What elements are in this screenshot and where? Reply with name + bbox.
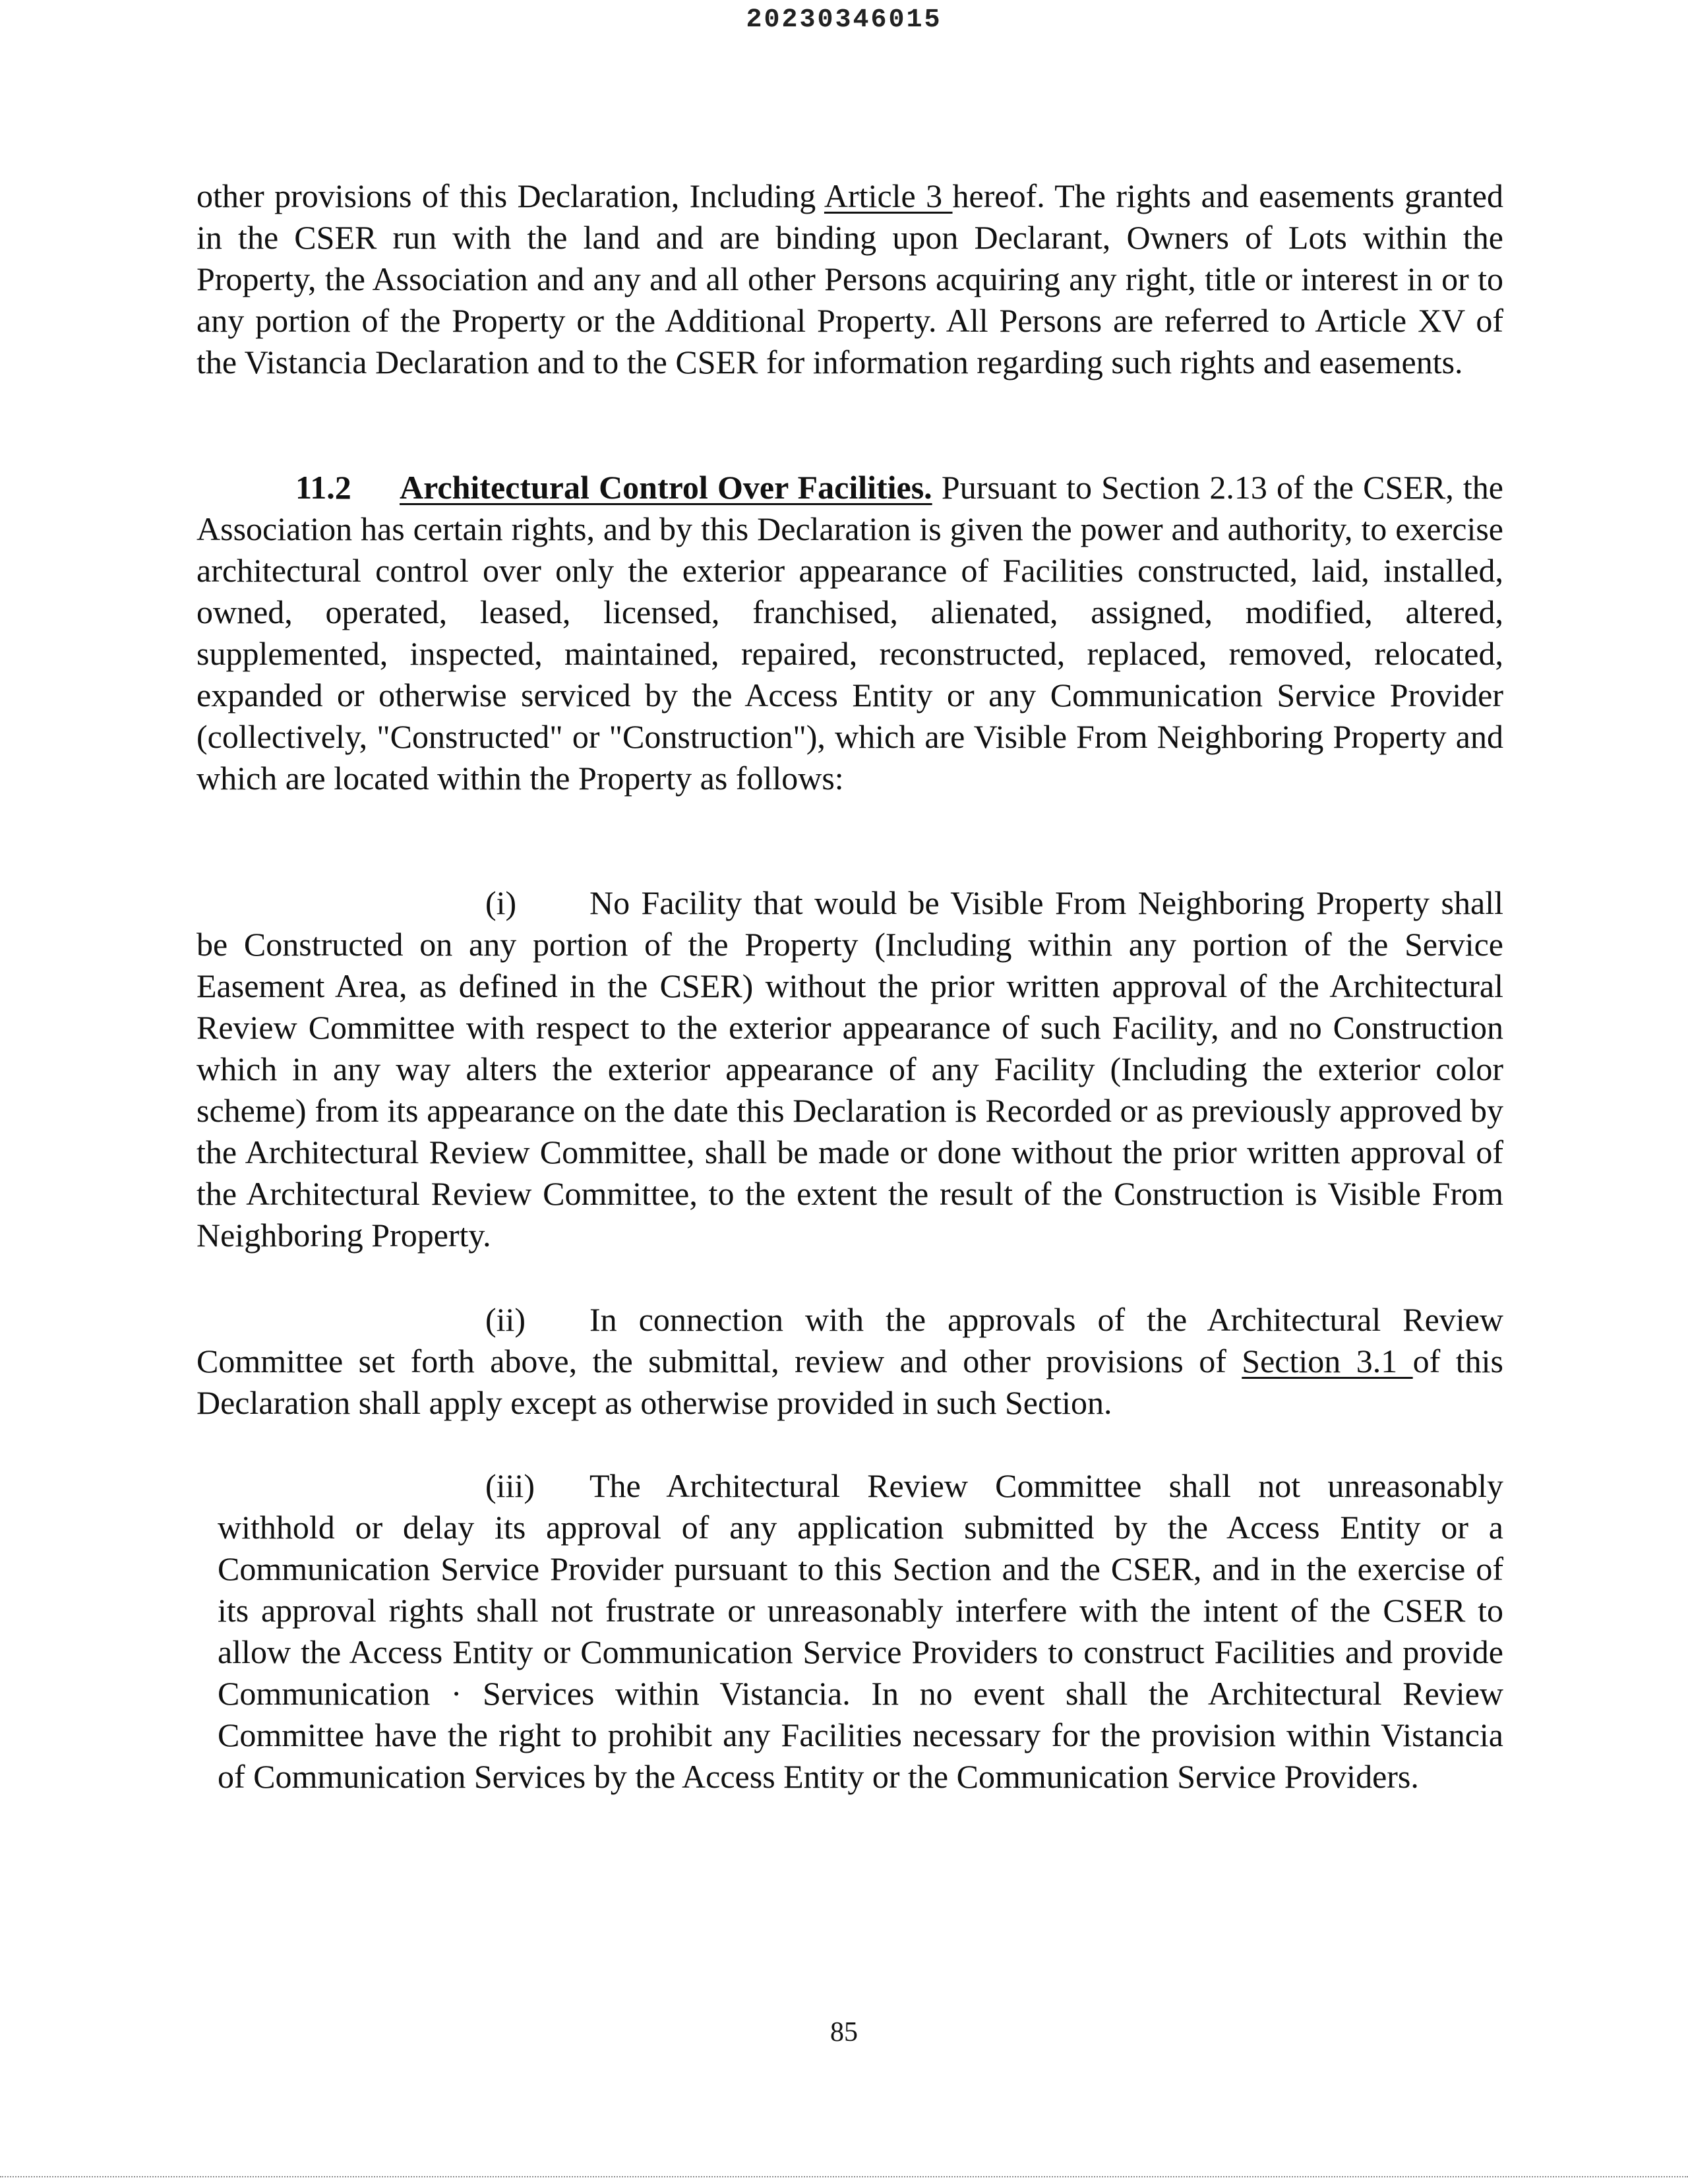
item-iii bbox=[218, 1465, 1503, 1798]
section-11-2 bbox=[196, 467, 1503, 799]
scan-edge-rule bbox=[0, 2176, 1688, 2177]
item-text: In connection with the approvals of the Architectural Review Committee set forth above, the submittal, review and other provisions of bbox=[196, 1301, 1503, 1380]
item-text: The Architectural Review Committee shall not unreasonably withhold or delay its approval of any application submitted by the Access Entity or a Communication Service Provider pursuant to this Section and the CSER, and in the exercise of its approval rights shall not frustrate or unreasonably interfere with the intent of the CSER to allow the Access Entity or Communication Service Providers to construct Facilities and provide Communication · Services within Vistancia. In no event shall the Architectural Review Committee have the right to prohibit any Facilities necessary for the provision within Vistancia of Communication Services by the Access Entity or the Communication Service Providers. bbox=[218, 1467, 1503, 1795]
paragraph-article-continuation bbox=[196, 175, 1503, 383]
item-number: (ii) bbox=[485, 1301, 526, 1338]
item-number: (i) bbox=[485, 884, 517, 921]
section-3-1-reference: Section 3.1 bbox=[1242, 1343, 1413, 1380]
article-3-reference: Article 3 bbox=[824, 177, 953, 214]
item-i bbox=[196, 882, 1503, 1256]
section-text: Pursuant to Section 2.13 of the CSER, the Association has certain rights, and by this Declaration is given the power and authority, to exercise architectural control over only the exterior appearance of Facilities constructed, laid, installed, owned, operated, leased, licensed, franchised, alienated, assigned, modified, altered, supplemented, inspected, maintained, repaired, reconstructed, replaced, removed, relocated, expanded or otherwise serviced by the Access Entity or any Communication Service Provider (collectively, "Constructed" or "Construction"), which are Visible From Neighboring Property and which are located within the Property as follows: bbox=[196, 469, 1504, 797]
item-number: (iii) bbox=[485, 1467, 535, 1504]
section-title: Architectural Control Over Facilities. bbox=[400, 469, 932, 506]
recording-number: 20230346015 bbox=[746, 5, 942, 35]
section-number: 11.2 bbox=[295, 469, 351, 506]
page-number: 85 bbox=[830, 2017, 858, 2048]
paragraph-text: other provisions of this Declaration, Including bbox=[196, 177, 824, 214]
paragraph-text: hereof. The rights and easements granted in the CSER run with the land and are binding upon Declarant, Owners of Lots within the Property, the Association and any and all other Persons acquiring any right, title or interest in or to any portion of the Property or the Additional Property. All Persons are referred to Article XV of the Vistancia Declaration and to the CSER for information regarding such rights and easements. bbox=[196, 177, 1503, 380]
item-text: No Facility that would be Visible From Neighboring Property shall be Constructed on any portion of the Property (Including within any portion of the Service Easement Area, as defined in the CSER) without the prior written approval of the Architectural Review Committee with respect to the exterior appearance of such Facility, and no Construction which in any way alters the exterior appearance of any Facility (Including the exterior color scheme) from its appearance on the date this Declaration is Recorded or as previously approved by the Architectural Review Committee, shall be made or done without the prior written approval of the Architectural Review Committee, to the extent the result of the Construction is Visible From Neighboring Property. bbox=[196, 884, 1503, 1254]
item-ii bbox=[196, 1299, 1503, 1424]
item-text: of this Declaration shall apply except as otherwise provided in such Section. bbox=[196, 1343, 1503, 1421]
